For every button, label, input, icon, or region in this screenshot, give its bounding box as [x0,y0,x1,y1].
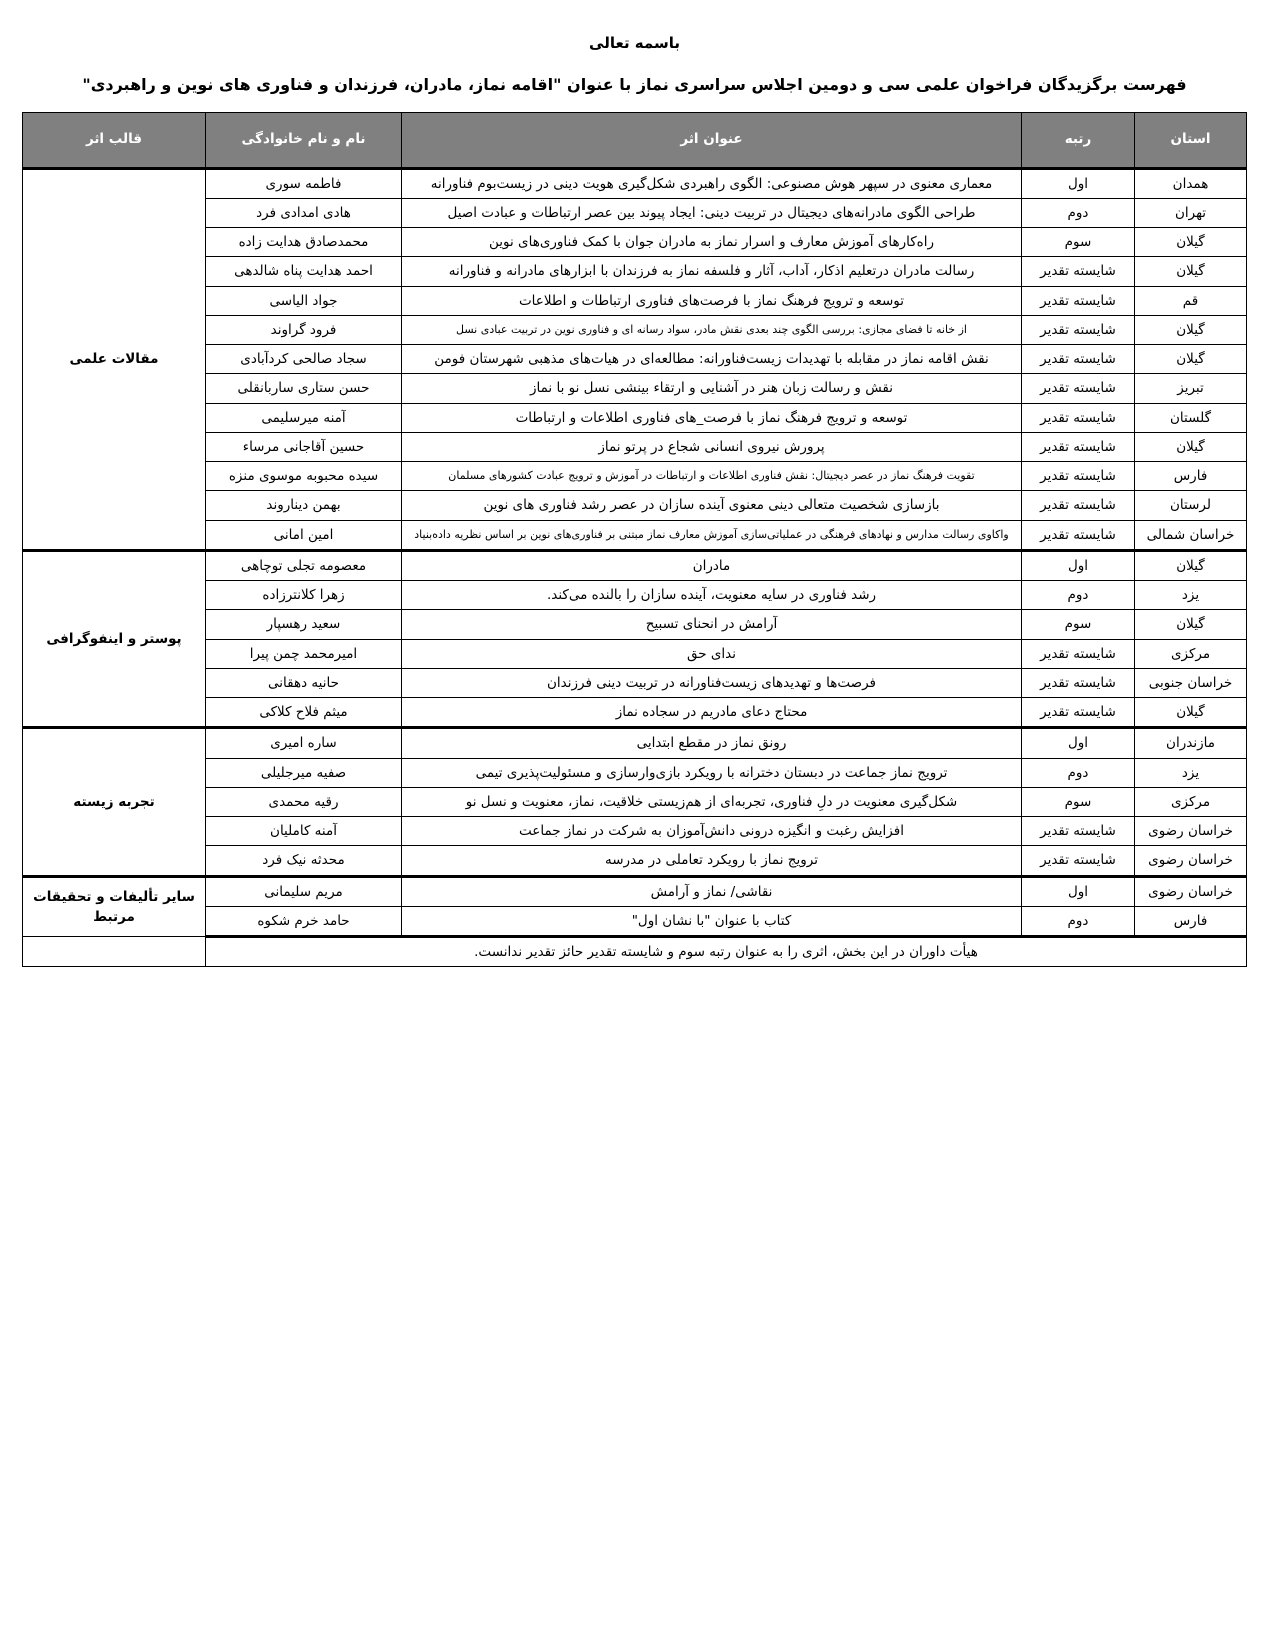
cell-title: تقویت فرهنگ نماز در عصر دیجیتال: نقش فناوری اطلاعات و ارتباطات در آموزش و ترویج عبادت کشورهای مسلمان [402,462,1022,491]
cell-rank: اول [1022,728,1135,758]
cell-name: آمنه کاملیان [206,817,402,846]
cell-title: کتاب با عنوان "با نشان اول" [402,906,1022,936]
cell-title: فرصت‌ها و تهدیدهای زیست‌فناورانه در تربیت دینی فرزندان [402,668,1022,697]
table-row [23,228,1247,257]
column-header-title: عنوان اثر [402,112,1022,168]
footnote-row [23,937,1247,967]
table-row [23,432,1247,461]
cell-name: رقیه محمدی [206,787,402,816]
cell-rank: سوم [1022,610,1135,639]
table-row [23,403,1247,432]
cell-rank: شایسته تقدیر [1022,286,1135,315]
cell-name: زهرا کلانترزاده [206,581,402,610]
cell-name: حسین آقاجانی مرساء [206,432,402,461]
cell-title: راه‌کارهای آموزش معارف و اسرار نماز به مادران جوان با کمک فناوری‌های نوین [402,228,1022,257]
cell-province: تبریز [1135,374,1247,403]
table-row [23,787,1247,816]
cell-name: حانیه دهقانی [206,668,402,697]
basmala-text: باسمه تعالی [589,34,680,52]
cell-rank: شایسته تقدیر [1022,520,1135,550]
cell-name: مریم سلیمانی [206,876,402,906]
table-header-row [23,112,1247,168]
cell-province: قم [1135,286,1247,315]
cell-rank: شایسته تقدیر [1022,817,1135,846]
cell-province: گیلان [1135,345,1247,374]
cell-title: بازسازی شخصیت متعالی دینی معنوی آینده سازان در عصر رشد فناوری های نوین [402,491,1022,520]
cell-title: رشد فناوری در سایه معنویت، آینده سازان را بالنده می‌کند. [402,581,1022,610]
cell-title: پرورش نیروی انسانی شجاع در پرتو نماز [402,432,1022,461]
table-header [23,112,1247,168]
cell-name: امین امانی [206,520,402,550]
cell-title: طراحی الگوی مادرانه‌های دیجیتال در تربیت دینی: ایجاد پیوند بین عصر ارتباطات و عبادت اصیل [402,198,1022,227]
cell-name: معصومه تجلی توچاهی [206,550,402,580]
table-row [23,315,1247,344]
cell-rank: سوم [1022,228,1135,257]
cell-province: گلستان [1135,403,1247,432]
cell-rank: شایسته تقدیر [1022,846,1135,876]
cell-rank: شایسته تقدیر [1022,257,1135,286]
cell-title: از خانه تا فضای مجازی: بررسی الگوی چند بعدی نقش مادر، سواد رسانه ای و فناوری نوین در تربیت عبادی نسل [402,315,1022,344]
cell-title: ترویج نماز با رویکرد تعاملی در مدرسه [402,846,1022,876]
table-row [23,374,1247,403]
table-row [23,520,1247,550]
cell-province: یزد [1135,758,1247,787]
table-row [23,581,1247,610]
footnote-text: هیأت داوران در این بخش، اثری را به عنوان رتبه سوم و شایسته تقدیر حائز تقدیر ندانست. [206,937,1247,967]
cell-title: ندای حق [402,639,1022,668]
cell-title: توسعه و ترویج فرهنگ نماز با فرصت‌های فناوری ارتباطات و اطلاعات [402,286,1022,315]
cell-province: گیلان [1135,432,1247,461]
cell-rank: شایسته تقدیر [1022,668,1135,697]
cell-category: سایر تألیفات و تحقیقات مرتبط [23,876,206,937]
cell-name: میثم فلاح کلاکی [206,698,402,728]
cell-name: احمد هدایت پناه شالدهی [206,257,402,286]
cell-rank: اول [1022,550,1135,580]
cell-name: سعید رهسپار [206,610,402,639]
cell-rank: دوم [1022,758,1135,787]
cell-name: محمدصادق هدایت زاده [206,228,402,257]
cell-province: همدان [1135,168,1247,198]
cell-province: خراسان شمالی [1135,520,1247,550]
winners-table [22,112,1247,968]
cell-province: گیلان [1135,698,1247,728]
table-row [23,198,1247,227]
cell-title: ترویج نماز جماعت در دبستان دخترانه با رویکرد بازی‌وارسازی و مسئولیت‌پذیری تیمی [402,758,1022,787]
cell-category: تجربه زیسته [23,728,206,876]
cell-rank: شایسته تقدیر [1022,639,1135,668]
table-row [23,491,1247,520]
cell-province: مرکزی [1135,787,1247,816]
cell-rank: شایسته تقدیر [1022,491,1135,520]
cell-province: گیلان [1135,228,1247,257]
cell-rank: اول [1022,168,1135,198]
cell-name: حامد خرم شکوه [206,906,402,936]
table-row [23,698,1247,728]
table-row [23,668,1247,697]
cell-province: مرکزی [1135,639,1247,668]
cell-name: حسن ستاری ساربانقلی [206,374,402,403]
column-header-province: استان [1135,112,1247,168]
table-body [23,168,1247,967]
cell-province: فارس [1135,462,1247,491]
cell-name: صفیه میرجلیلی [206,758,402,787]
cell-rank: شایسته تقدیر [1022,345,1135,374]
cell-rank: شایسته تقدیر [1022,698,1135,728]
cell-title: آرامش در انحنای تسبیح [402,610,1022,639]
table-row [23,550,1247,580]
cell-province: لرستان [1135,491,1247,520]
cell-name: آمنه میرسلیمی [206,403,402,432]
table-row [23,876,1247,906]
cell-rank: شایسته تقدیر [1022,403,1135,432]
cell-title: نقاشی/ نماز و آرامش [402,876,1022,906]
footnote-empty-cell [23,937,206,967]
cell-title: واکاوی رسالت مدارس و نهادهای فرهنگی در عملیاتی‌سازی آموزش معارف نماز مبتنی بر فناوری‌های نوین بر اساس نظریه داده‌بنیاد [402,520,1022,550]
table-row [23,345,1247,374]
cell-name: سیده محبوبه موسوی منزه [206,462,402,491]
cell-name: بهمن دیناروند [206,491,402,520]
table-row [23,168,1247,198]
cell-title: معماری معنوی در سپهر هوش مصنوعی: الگوی راهبردی شکل‌گیری هویت دینی در زیست‌بوم فناورانه [402,168,1022,198]
cell-rank: دوم [1022,581,1135,610]
table-row [23,846,1247,876]
table-row [23,462,1247,491]
page-title: فهرست برگزیدگان فراخوان علمی سی و دومین اجلاس سراسری نماز با عنوان "اقامه نماز، مادران، فرزندان و فناوری های نوین و راهبردی" [82,75,1187,94]
cell-province: گیلان [1135,550,1247,580]
table-row [23,257,1247,286]
cell-province: تهران [1135,198,1247,227]
cell-name: ساره امیری [206,728,402,758]
cell-name: محدثه نیک فرد [206,846,402,876]
cell-title: شکل‌گیری معنویت در دلِ فناوری، تجربه‌ای از هم‌زیستی خلاقیت، نماز، معنویت و نسل نو [402,787,1022,816]
cell-province: خراسان رضوی [1135,846,1247,876]
cell-province: گیلان [1135,257,1247,286]
cell-name: جواد الیاسی [206,286,402,315]
cell-title: افزایش رغبت و انگیزه درونی دانش‌آموزان به شرکت در نماز جماعت [402,817,1022,846]
cell-province: یزد [1135,581,1247,610]
cell-title: رسالت مادران درتعلیم اذکار، آداب، آثار و فلسفه نماز به فرزندان با ابزارهای مادرانه و فناورانه [402,257,1022,286]
document-header [0,0,1269,96]
cell-category: پوستر و اینفوگرافی [23,550,206,728]
table-row [23,610,1247,639]
cell-province: خراسان رضوی [1135,817,1247,846]
cell-name: سجاد صالحی کردآبادی [206,345,402,374]
cell-rank: شایسته تقدیر [1022,462,1135,491]
cell-title: محتاج دعای مادریم در سجاده نماز [402,698,1022,728]
cell-name: امیرمحمد چمن پیرا [206,639,402,668]
column-header-rank: رتبه [1022,112,1135,168]
cell-rank: دوم [1022,198,1135,227]
cell-title: نقش و رسالت زبان هنر در آشنایی و ارتقاء بینشی نسل نو با نماز [402,374,1022,403]
cell-province: فارس [1135,906,1247,936]
table-row [23,639,1247,668]
cell-rank: دوم [1022,906,1135,936]
cell-rank: اول [1022,876,1135,906]
cell-category: مقالات علمی [23,168,206,550]
cell-province: مازندران [1135,728,1247,758]
cell-province: گیلان [1135,610,1247,639]
cell-title: توسعه و ترویج فرهنگ نماز با فرصت_های فناوری اطلاعات و ارتباطات [402,403,1022,432]
column-header-format: قالب اثر [23,112,206,168]
cell-rank: شایسته تقدیر [1022,315,1135,344]
table-row [23,286,1247,315]
table-row [23,817,1247,846]
column-header-name: نام و نام خانوادگی [206,112,402,168]
cell-title: مادران [402,550,1022,580]
table-row [23,906,1247,936]
cell-province: گیلان [1135,315,1247,344]
cell-province: خراسان جنوبی [1135,668,1247,697]
cell-rank: سوم [1022,787,1135,816]
cell-name: فاطمه سوری [206,168,402,198]
cell-rank: شایسته تقدیر [1022,432,1135,461]
cell-title: نقش اقامه نماز در مقابله با تهدیدات زیست‌فناورانه: مطالعه‌ای در هیات‌های مذهبی شهرستان فومن [402,345,1022,374]
cell-province: خراسان رضوی [1135,876,1247,906]
table-row [23,728,1247,758]
table-row [23,758,1247,787]
cell-name: هادی امدادی فرد [206,198,402,227]
cell-title: رونق نماز در مقطع ابتدایی [402,728,1022,758]
cell-name: فرود گراوند [206,315,402,344]
cell-rank: شایسته تقدیر [1022,374,1135,403]
